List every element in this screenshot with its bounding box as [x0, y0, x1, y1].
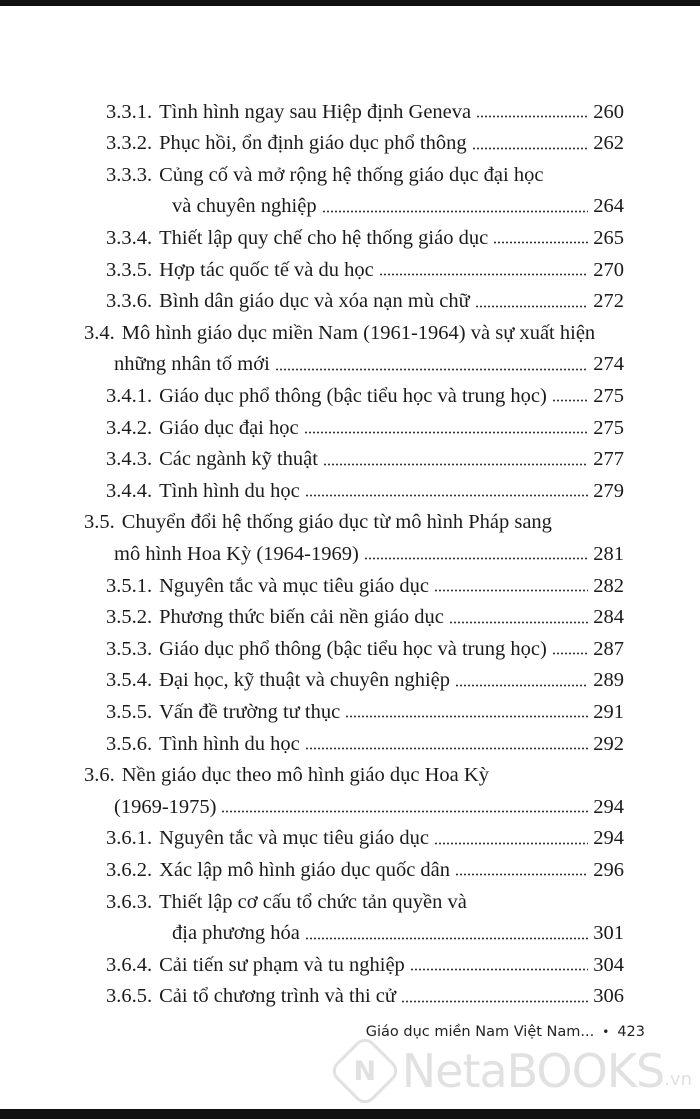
toc-entry [106, 153, 543, 185]
dot-leader [305, 494, 588, 497]
toc-entry-page: 275 [593, 384, 624, 407]
dot-leader [475, 305, 589, 308]
toc-entry-number: 3.4.2. [106, 416, 153, 439]
dot-leader [305, 747, 588, 750]
toc-entry [106, 596, 624, 628]
footer-book-title: Giáo dục miền Nam Việt Nam... [365, 1024, 595, 1040]
toc-entry-continuation [172, 912, 624, 944]
dot-leader [434, 589, 588, 592]
dot-leader [493, 241, 588, 244]
toc-entry-title-continued: mô hình Hoa Kỳ (1964-1969) [114, 542, 359, 565]
toc-entry-title: Nguyên tắc và mục tiêu giáo dục [159, 827, 429, 850]
toc-entry-number: 3.6.4. [106, 953, 153, 976]
toc-entry [84, 501, 552, 533]
toc-entry-number: 3.5.5. [106, 700, 153, 723]
netabooks-logo-icon: N [328, 1034, 402, 1108]
netabooks-watermark [330, 1030, 692, 1112]
watermark-text: NetaBOOKS [401, 1044, 665, 1098]
toc-entry-page: 289 [593, 669, 624, 692]
toc-entry-number: 3.6.1. [106, 827, 153, 850]
toc-entry-number: 3.4. [84, 321, 115, 344]
toc-entry-title-continued: và chuyên nghiệp [172, 195, 317, 218]
toc-entry [106, 90, 624, 122]
toc-entry [106, 469, 624, 501]
toc-entry-number: 3.4.1. [106, 384, 153, 407]
toc-entry-continuation [114, 785, 624, 817]
toc-entry-number: 3.6.5. [106, 985, 153, 1008]
toc-entry-continuation [114, 343, 624, 375]
toc-entry-number: 3.3.5. [106, 258, 153, 281]
toc-entry [106, 943, 624, 975]
toc-entry [106, 722, 624, 754]
toc-entry-number: 3.5.6. [106, 732, 153, 755]
toc-entry-title: Củng cố và mở rộng hệ thống giáo dục đại học [159, 163, 544, 186]
toc-entry-page: 260 [593, 100, 624, 123]
toc-entry-number: 3.5. [84, 511, 115, 534]
toc-entry-number: 3.6. [84, 764, 115, 787]
dot-leader [322, 210, 589, 213]
toc-entry-number: 3.5.3. [106, 637, 153, 660]
toc-entry-page: 281 [593, 542, 624, 565]
dot-leader [552, 652, 588, 655]
toc-entry [106, 975, 624, 1007]
footer-page-number: 423 [617, 1024, 645, 1040]
toc-entry-title: Cải tổ chương trình và thi cử [159, 985, 397, 1008]
toc-entry-number: 3.6.2. [106, 858, 153, 881]
toc-entry [106, 690, 624, 722]
toc-entry-title: Các ngành kỹ thuật [159, 448, 318, 471]
toc-entry-number: 3.3.4. [106, 226, 153, 249]
toc-entry-title: Giáo dục đại học [159, 416, 299, 439]
dot-leader [323, 463, 588, 466]
dot-leader [221, 810, 588, 813]
toc-entry-title: Thiết lập cơ cấu tổ chức tản quyền và [159, 890, 467, 913]
toc-entry-title: Tình hình du học [159, 479, 300, 502]
toc-entry-number: 3.4.4. [106, 479, 153, 502]
toc-entry-title: Xác lập mô hình giáo dục quốc dân [159, 858, 451, 881]
toc-entry-number: 3.3.1. [106, 100, 153, 123]
dot-leader [552, 399, 588, 402]
toc-entry-page: 284 [593, 606, 624, 629]
toc-entry-continuation [172, 185, 624, 217]
dot-leader [476, 115, 588, 118]
toc-entry-page: 287 [593, 637, 624, 660]
toc-entry-number: 3.3.2. [106, 132, 153, 155]
dot-leader [455, 684, 588, 687]
toc-entry [106, 374, 624, 406]
toc-entry [106, 659, 624, 691]
toc-entry [106, 880, 467, 912]
toc-entry-page: 296 [593, 858, 624, 881]
toc-entry-page: 274 [593, 353, 624, 376]
toc-entry-page: 294 [593, 827, 624, 850]
toc-entry [106, 280, 624, 312]
dot-leader [455, 873, 588, 876]
dot-leader [401, 1000, 588, 1003]
toc-entry [106, 848, 624, 880]
toc-entry-title: Cải tiến sư phạm và tu nghiệp [159, 953, 405, 976]
toc-entry-number: 3.5.2. [106, 606, 153, 629]
book-page [0, 6, 700, 1109]
dot-leader [379, 273, 588, 276]
toc-entry-page: 270 [593, 258, 624, 281]
toc-entry [106, 564, 624, 596]
dot-leader [410, 968, 588, 971]
toc-entry-title: Đại học, kỹ thuật và chuyên nghiệp [159, 669, 451, 692]
toc-entry [106, 817, 624, 849]
toc-entry [106, 216, 624, 248]
toc-entry-page: 272 [593, 290, 624, 313]
toc-entry-title: Tình hình ngay sau Hiệp định Geneva [159, 100, 472, 123]
toc-entry-title-continued: (1969-1975) [114, 795, 217, 818]
toc-entry-title-continued: những nhân tố mới [114, 353, 270, 376]
toc-entry-page: 306 [593, 985, 624, 1008]
toc-entry-page: 265 [593, 226, 624, 249]
toc-entry [106, 406, 624, 438]
toc-entry-title: Giáo dục phổ thông (bậc tiểu học và trung học) [159, 637, 547, 660]
toc-entry-page: 279 [593, 479, 624, 502]
dot-leader [275, 368, 588, 371]
dot-leader [305, 937, 588, 940]
dot-leader [364, 557, 588, 560]
toc-entry-page: 262 [593, 132, 624, 155]
toc-entry-page: 275 [593, 416, 624, 439]
footer-bullet: • [602, 1025, 610, 1039]
toc-entry-title-continued: địa phương hóa [172, 922, 300, 945]
toc-entry-title: Hợp tác quốc tế và du học [159, 258, 374, 281]
toc-entry-continuation [114, 532, 624, 564]
toc-entry-title: Chuyển đổi hệ thống giáo dục từ mô hình Pháp sang [121, 511, 552, 534]
toc-entry-page: 291 [593, 700, 624, 723]
toc-entry-title: Mô hình giáo dục miền Nam (1961-1964) và sự xuất hiện [121, 321, 596, 344]
toc-entry-page: 277 [593, 448, 624, 471]
toc-entry [84, 311, 595, 343]
toc-entry-title: Vấn đề trường tư thục [159, 700, 341, 723]
toc-entry-title: Bình dân giáo dục và xóa nạn mù chữ [159, 290, 470, 313]
toc-entry-title: Phương thức biến cải nền giáo dục [159, 606, 444, 629]
dot-leader [304, 431, 589, 434]
toc-entry [106, 438, 624, 470]
dot-leader [472, 147, 589, 150]
toc-entry-number: 3.5.4. [106, 669, 153, 692]
toc-entry-number: 3.6.3. [106, 890, 153, 913]
toc-entry [84, 754, 489, 786]
dot-leader [434, 842, 588, 845]
toc-entry-title: Nguyên tắc và mục tiêu giáo dục [159, 574, 429, 597]
toc-entry-title: Tình hình du học [159, 732, 300, 755]
toc-entry-page: 292 [593, 732, 624, 755]
toc-entry-page: 301 [593, 922, 624, 945]
toc-entry [106, 627, 624, 659]
toc-entry [106, 248, 624, 280]
toc-entry-title: Giáo dục phổ thông (bậc tiểu học và trung học) [159, 384, 547, 407]
toc-entry-title: Phục hồi, ổn định giáo dục phổ thông [159, 132, 467, 155]
dot-leader [449, 621, 588, 624]
dot-leader [345, 715, 588, 718]
toc-entry [106, 122, 624, 154]
toc-entry-number: 3.3.3. [106, 163, 153, 186]
toc-entry-number: 3.4.3. [106, 448, 153, 471]
toc-entry-page: 264 [593, 195, 624, 218]
toc-entry-number: 3.3.6. [106, 290, 153, 313]
toc-entry-title: Nền giáo dục theo mô hình giáo dục Hoa Kỳ [121, 764, 489, 787]
toc-entry-page: 282 [593, 574, 624, 597]
toc-entry-number: 3.5.1. [106, 574, 153, 597]
toc-entry-title: Thiết lập quy chế cho hệ thống giáo dục [159, 226, 489, 249]
toc-entry-page: 294 [593, 795, 624, 818]
toc-entry-page: 304 [593, 953, 624, 976]
watermark-suffix: .vn [664, 1069, 692, 1090]
